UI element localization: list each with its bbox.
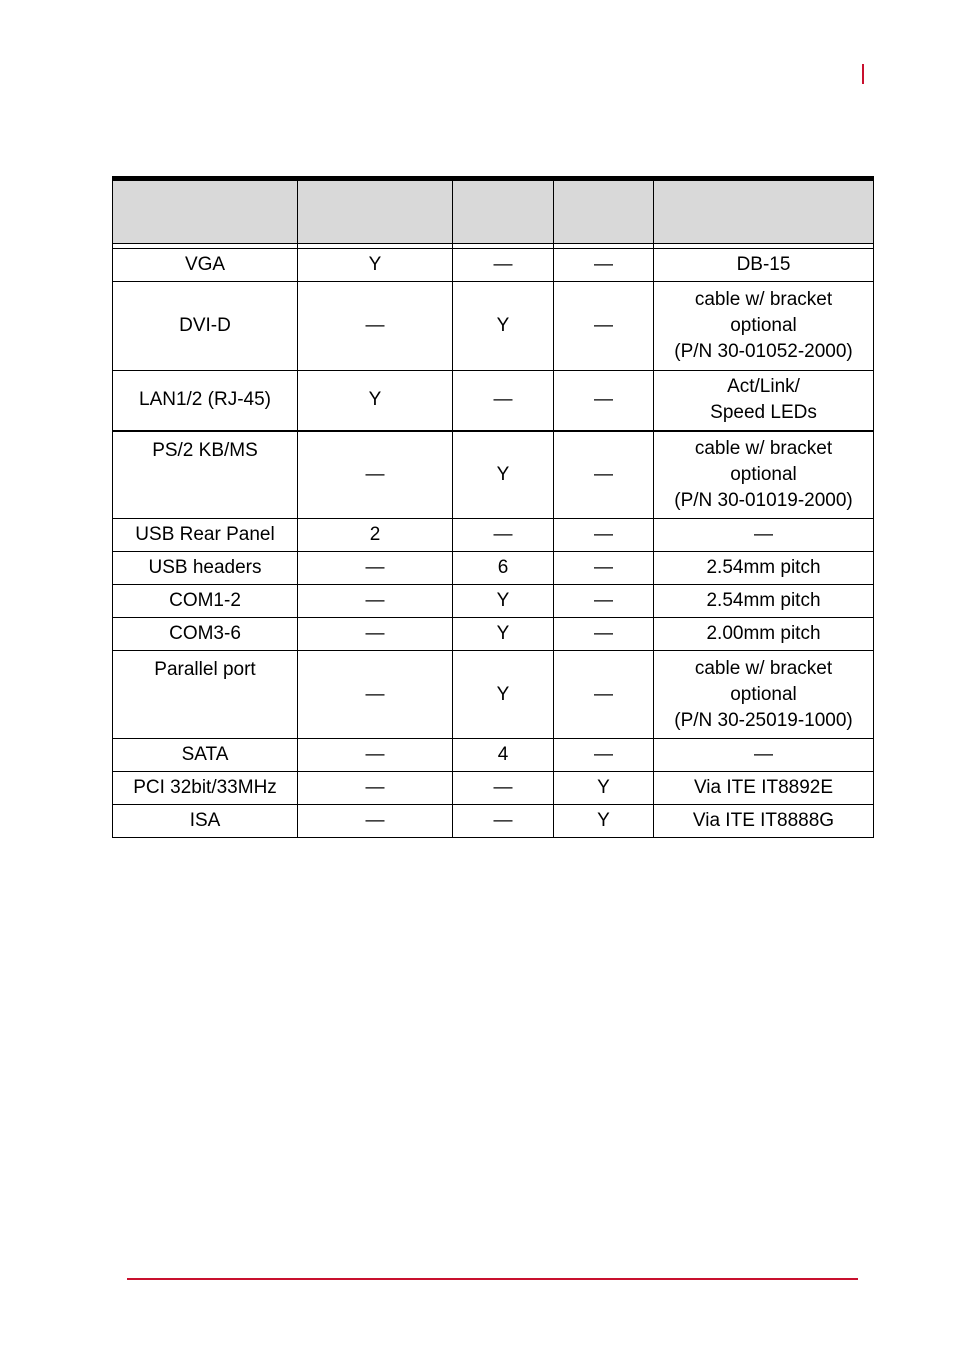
cell-col4: Y (554, 772, 654, 805)
cell-col3: Y (453, 618, 554, 651)
cell-col3: — (453, 371, 554, 431)
note-line: cable w/ bracket (694, 289, 833, 310)
cell-col3: 4 (453, 739, 554, 772)
interface-name: USB Rear Panel (113, 519, 298, 552)
note-line: (P/N 30-01052-2000) (674, 341, 853, 362)
cell-col2: — (298, 772, 453, 805)
cell-col4: — (554, 618, 654, 651)
interface-name: COM3-6 (113, 618, 298, 651)
table-row (113, 552, 874, 585)
cell-col2: — (298, 651, 453, 739)
header-cell (113, 179, 298, 244)
table-row (113, 282, 874, 371)
interface-name: DVI-D (113, 282, 298, 371)
cell-col2: — (298, 739, 453, 772)
cell-col4: — (554, 552, 654, 585)
header-cell (298, 179, 453, 244)
header-cell (554, 179, 654, 244)
cell-col2: — (298, 585, 453, 618)
note-line: 2.54mm pitch (706, 557, 821, 578)
cell-col3: Y (453, 651, 554, 739)
interface-name: PCI 32bit/33MHz (113, 772, 298, 805)
cell-col2: — (298, 618, 453, 651)
interface-name: PS/2 KB/MS (113, 431, 298, 519)
table-row (113, 651, 874, 739)
interface-name: USB headers (113, 552, 298, 585)
interface-name: COM1-2 (113, 585, 298, 618)
table-row (113, 519, 874, 552)
notes-cell (654, 552, 874, 585)
notes-cell (654, 618, 874, 651)
cell-col2: 2 (298, 519, 453, 552)
cell-col3: — (453, 249, 554, 282)
cell-col4: Y (554, 805, 654, 838)
interface-name: VGA (113, 249, 298, 282)
table-row (113, 805, 874, 838)
notes-cell (654, 772, 874, 805)
notes-cell (654, 282, 874, 371)
cell-col4: — (554, 585, 654, 618)
table-row (113, 772, 874, 805)
cell-col4: — (554, 282, 654, 371)
interface-name: ISA (113, 805, 298, 838)
note-line: — (754, 744, 773, 765)
note-line: (P/N 30-01019-2000) (674, 489, 853, 511)
cell-col4: — (554, 519, 654, 552)
cell-col2: — (298, 552, 453, 585)
note-line: optional (730, 315, 797, 336)
table-header (113, 179, 874, 244)
cell-col3: Y (453, 282, 554, 371)
interface-name: SATA (113, 739, 298, 772)
note-line: (P/N 30-25019-1000) (674, 709, 853, 731)
notes-cell (654, 371, 874, 431)
notes-cell (654, 431, 874, 519)
note-line: — (754, 524, 773, 545)
interface-name: Parallel port (113, 651, 298, 739)
cell-col4: — (554, 371, 654, 431)
notes-cell (654, 585, 874, 618)
note-line: 2.54mm pitch (706, 590, 821, 611)
note-line: Via ITE IT8892E (693, 777, 834, 798)
interface-name: LAN1/2 (RJ-45) (113, 371, 298, 431)
note-line: 2.00mm pitch (706, 623, 821, 644)
note-line: Via ITE IT8888G (692, 810, 835, 831)
note-line: Speed LEDs (710, 402, 817, 424)
cell-col4: — (554, 739, 654, 772)
notes-cell (654, 651, 874, 739)
cell-col3: — (453, 805, 554, 838)
note-line: cable w/ bracket (694, 657, 833, 679)
cell-col3: Y (453, 585, 554, 618)
note-line: Act/Link/ (727, 376, 800, 398)
cell-col3: — (453, 519, 554, 552)
table-row (113, 249, 874, 282)
cell-col2: — (298, 282, 453, 371)
cell-col4: — (554, 431, 654, 519)
notes-cell (654, 519, 874, 552)
cell-col3: — (453, 772, 554, 805)
header-accent-mark (862, 64, 864, 84)
notes-cell (654, 805, 874, 838)
table-body (113, 244, 874, 838)
io-interface-table (112, 176, 874, 838)
cell-col2: — (298, 805, 453, 838)
table-row (113, 739, 874, 772)
notes-cell (654, 739, 874, 772)
table-row (113, 371, 874, 431)
cell-col3: Y (453, 431, 554, 519)
cell-col4: — (554, 249, 654, 282)
note-line: DB-15 (736, 254, 791, 275)
cell-col4: — (554, 651, 654, 739)
note-line: cable w/ bracket (694, 437, 833, 459)
table-row (113, 431, 874, 519)
notes-cell (654, 249, 874, 282)
footer-accent-rule (127, 1278, 858, 1280)
cell-col2: — (298, 431, 453, 519)
cell-col3: 6 (453, 552, 554, 585)
table-row (113, 618, 874, 651)
header-cell (654, 179, 874, 244)
note-line: optional (730, 683, 797, 705)
table-row (113, 585, 874, 618)
note-line: optional (730, 463, 797, 485)
cell-col2: Y (298, 371, 453, 431)
header-cell (453, 179, 554, 244)
cell-col2: Y (298, 249, 453, 282)
